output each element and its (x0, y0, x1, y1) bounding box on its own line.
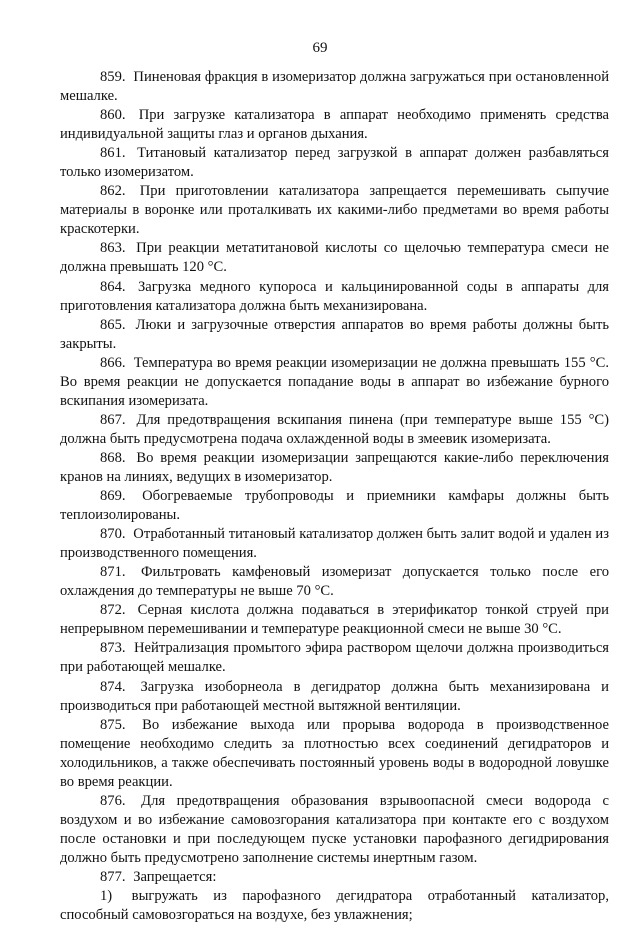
paragraph-number: 871. (100, 564, 126, 581)
paragraph-number: 863. (100, 240, 126, 257)
document-body (60, 68, 609, 925)
paragraph-863 (60, 239, 609, 277)
paragraph-text: Люки и загрузочные отверстия аппаратов во время работы должны быть закрыты. (60, 316, 609, 352)
paragraph-866 (60, 354, 609, 411)
paragraph-number: 869. (100, 488, 126, 505)
paragraph-text: Титановый катализатор перед загрузкой в аппарат должен разбавляться только изомеризатом. (60, 145, 610, 181)
paragraph-number: 864. (100, 278, 126, 295)
paragraph-869 (60, 487, 609, 525)
paragraph-number: 877. (100, 868, 126, 885)
paragraph-number: 873. (100, 640, 126, 657)
paragraph-number: 862. (100, 183, 126, 200)
paragraph-872 (60, 601, 609, 639)
paragraph-text: Пиненовая фракция в изомеризатор должна загружаться при остановленной мешалке. (60, 69, 610, 105)
paragraph-text: Серная кислота должна подаваться в этерификатор тонкой струей при непрерывном перемешивании и температуре реакционной смеси не выше 30 °С. (60, 602, 609, 638)
subitem-text: выгружать из парофазного дегидратора отработанный катализатор, способный самовозгораться на воздухе, без увлажнения; (60, 888, 609, 924)
paragraph-862 (60, 182, 609, 239)
paragraph-876 (60, 792, 609, 868)
page-number: 69 (312, 40, 328, 56)
paragraph-number: 876. (100, 792, 126, 809)
paragraph-873 (60, 639, 609, 677)
paragraph-number: 865. (100, 316, 126, 333)
paragraph-871 (60, 563, 609, 601)
paragraph-text: Во время реакции изомеризации запрещаются какие-либо переключения кранов на линиях, ведущих в изомеризатор. (60, 449, 609, 485)
paragraph-number: 861. (100, 145, 126, 162)
paragraph-875 (60, 716, 609, 792)
paragraph-859 (60, 68, 609, 106)
subitem-1 (60, 887, 609, 925)
paragraph-number: 867. (100, 411, 126, 428)
paragraph-text: При реакции метатитановой кислоты со щелочью температура смеси не должна превышать 120 °С. (60, 240, 609, 276)
paragraph-text: Для предотвращения образования взрывоопасной смеси водорода с воздухом и во избежание самовозгорания катализатора при контакте его с воздухом после остановки и при последующем пуске установки парофазного дегидрирования должно быть предусмотрено заполнение системы инертным газом. (60, 792, 609, 866)
paragraph-text: Фильтровать камфеновый изомеризат допускается только после его охлаждения до температуры не выше 70 °С. (60, 564, 609, 600)
paragraph-865 (60, 316, 609, 354)
paragraph-number: 860. (100, 107, 126, 124)
paragraph-867 (60, 411, 609, 449)
paragraph-874 (60, 678, 609, 716)
paragraph-877 (60, 868, 609, 887)
paragraph-861 (60, 144, 609, 182)
paragraph-number: 870. (100, 526, 126, 543)
paragraph-860 (60, 106, 609, 144)
paragraph-868 (60, 449, 609, 487)
paragraph-870 (60, 525, 609, 563)
paragraph-text: Во избежание выхода или прорыва водорода в производственное помещение необходимо следить за плотностью всех соединений дегидраторов и холодильников, а также обеспечивать постоянный уровень воды в водородной ловушке во время реакции. (60, 716, 609, 790)
paragraph-text: При загрузке катализатора в аппарат необходимо применять средства индивидуальной защиты глаз и органов дыхания. (60, 107, 609, 143)
paragraph-text: Обогреваемые трубопроводы и приемники камфары должны быть теплоизолированы. (60, 488, 609, 524)
paragraph-text: Нейтрализация промытого эфира раствором щелочи должна производиться при работающей мешалке. (60, 640, 610, 676)
paragraph-number: 866. (100, 354, 126, 371)
paragraph-text: Загрузка изоборнеола в дегидратор должна быть механизирована и производиться при работающей местной вытяжной вентиляции. (60, 678, 609, 714)
paragraph-text: При приготовлении катализатора запрещается перемешивать сыпучие материалы в воронке или проталкивать их какими-либо предметами во время работы краскотерки. (60, 183, 609, 238)
subitem-number: 1) (100, 888, 113, 905)
paragraph-number: 872. (100, 602, 126, 619)
paragraph-text: Отработанный титановый катализатор должен быть залит водой и удален из производственного помещения. (60, 526, 609, 562)
paragraph-864 (60, 278, 609, 316)
paragraph-text: Для предотвращения вскипания пинена (при температуре выше 155 °С) должна быть предусмотрена подача охлажденной воды в змеевик изомеризата. (60, 411, 609, 447)
paragraph-number: 875. (100, 716, 126, 733)
paragraph-text: Загрузка медного купороса и кальцинированной соды в аппараты для приготовления катализатора должна быть механизирована. (60, 278, 609, 314)
paragraph-number: 874. (100, 678, 126, 695)
paragraph-text: Температура во время реакции изомеризации не должна превышать 155 °С. Во время реакции не допускается попадание воды в аппарат во избежание бурного вскипания изомеризата. (60, 354, 609, 409)
paragraph-text: Запрещается: (133, 868, 217, 885)
paragraph-number: 859. (100, 69, 126, 85)
paragraph-number: 868. (100, 449, 126, 466)
